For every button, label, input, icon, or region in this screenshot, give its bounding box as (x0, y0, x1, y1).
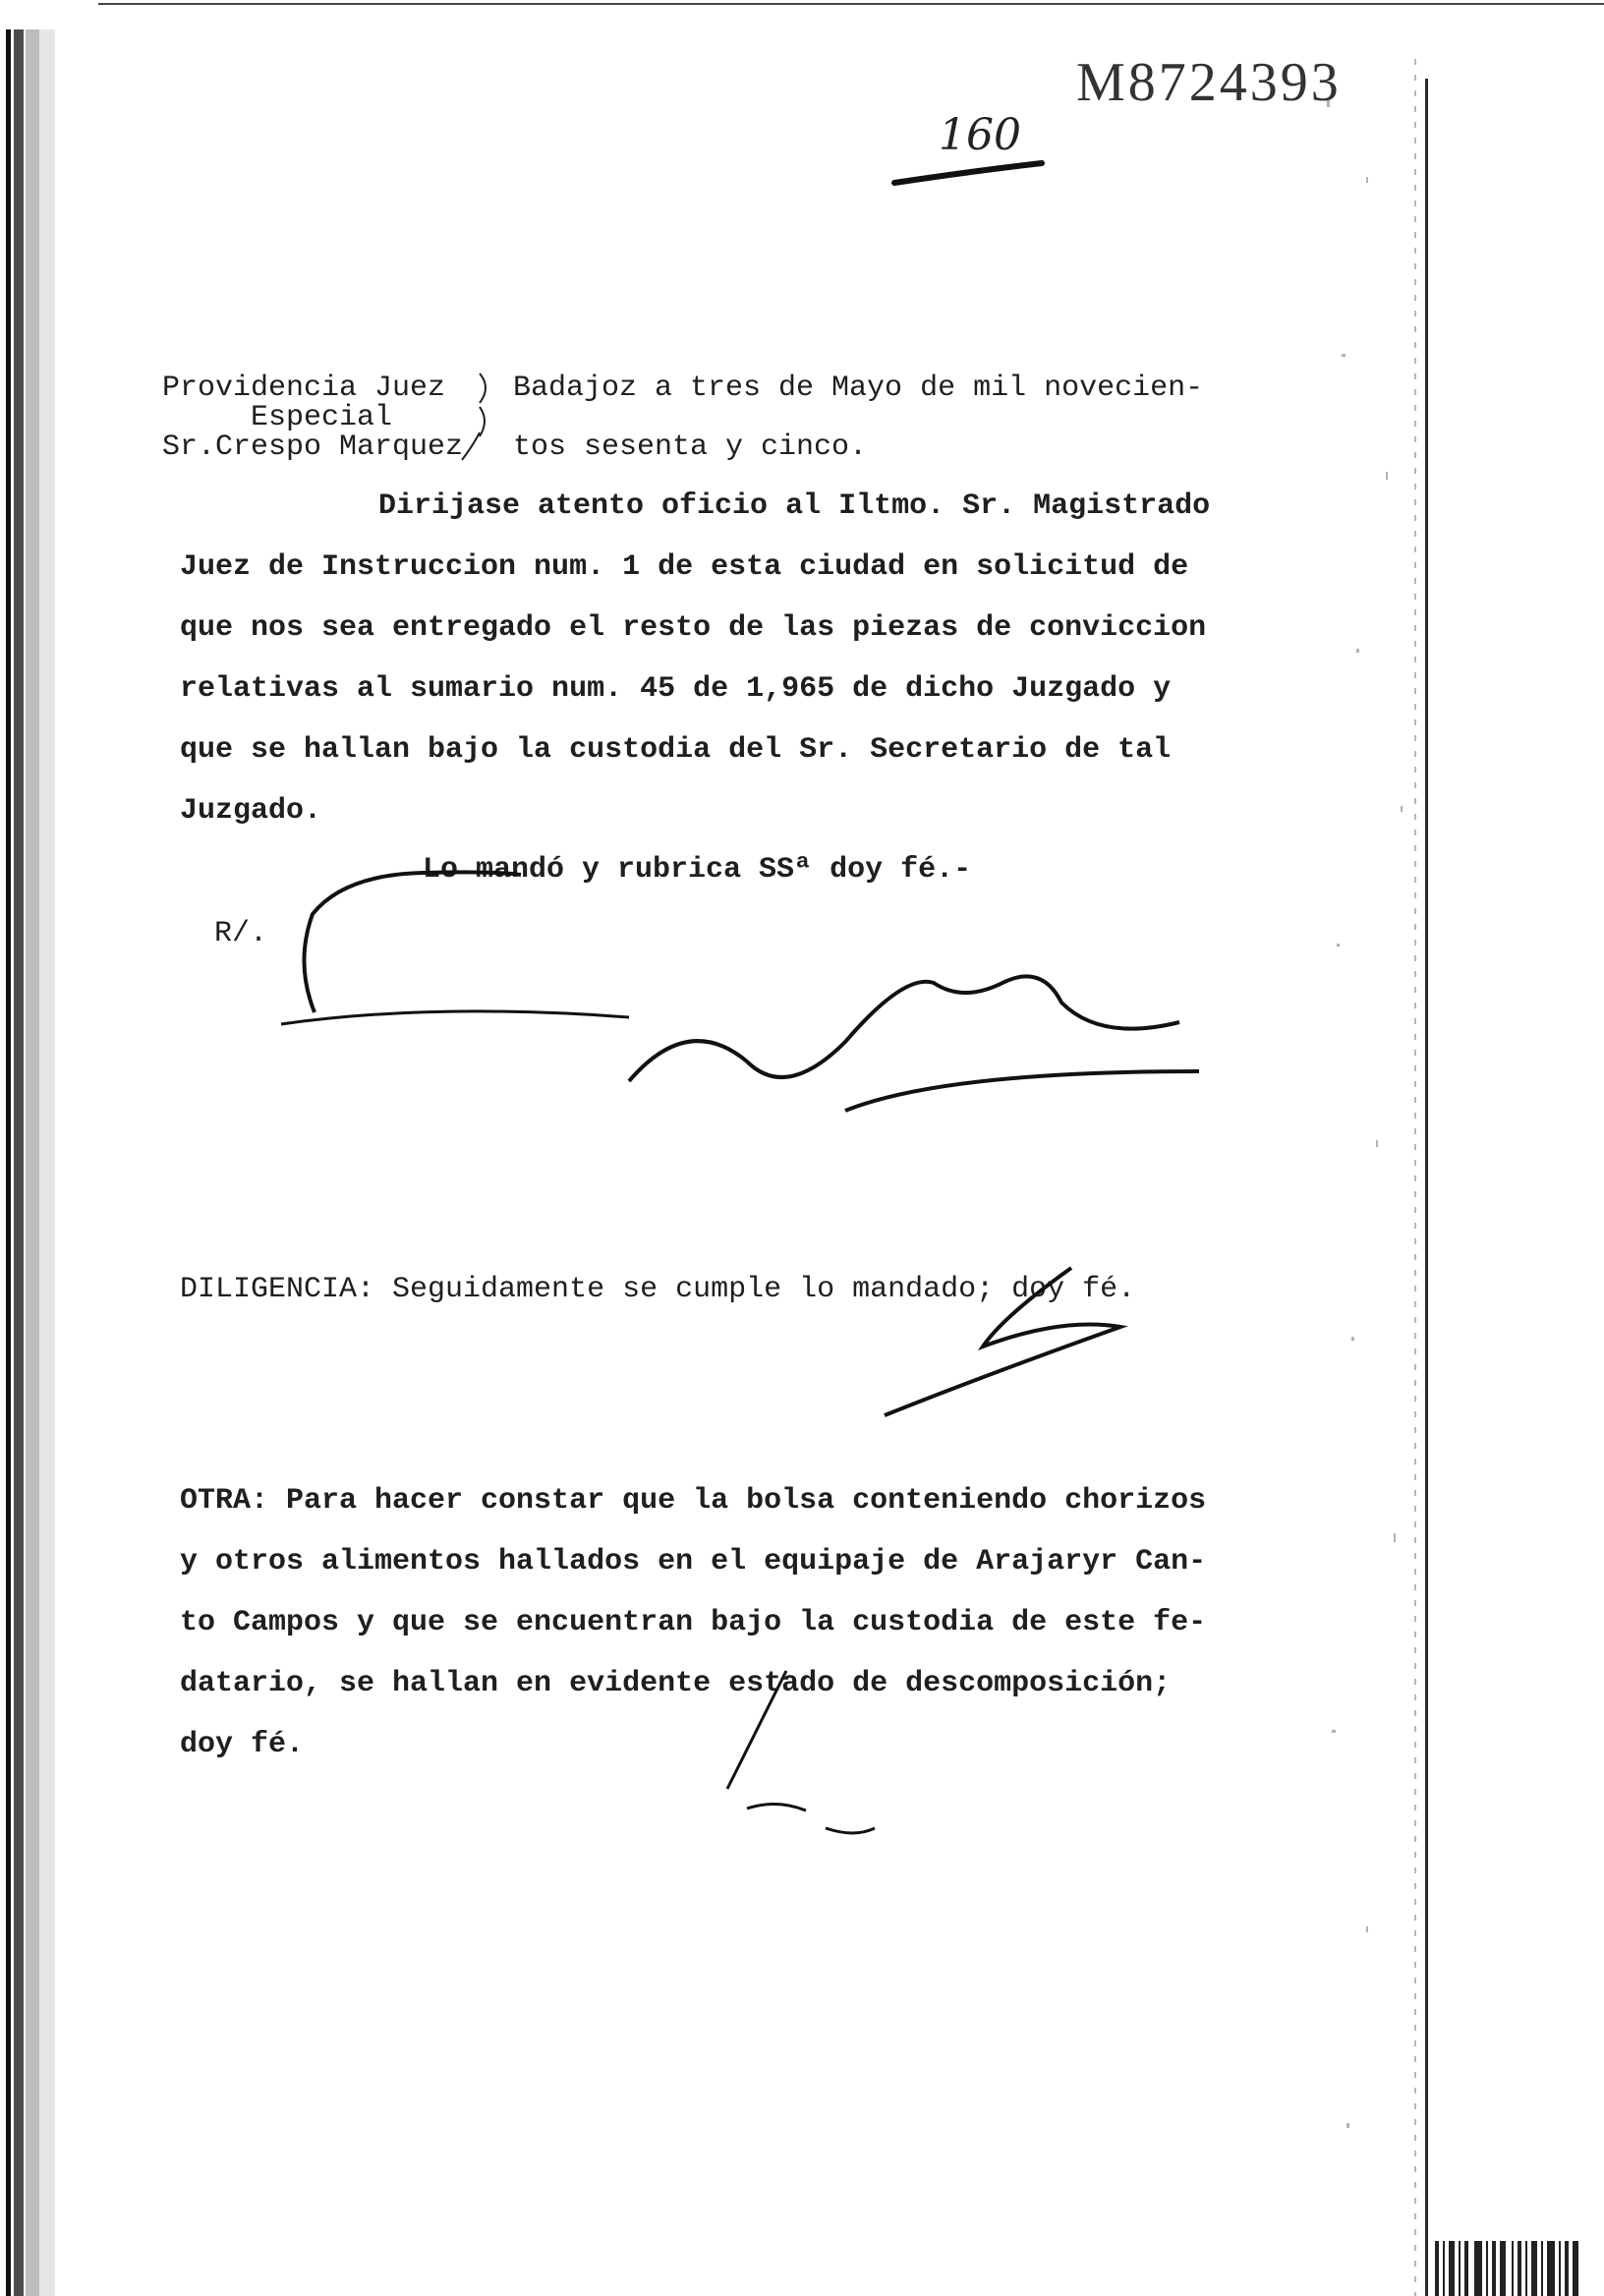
body-line-3: que nos sea entregado el resto de las piezas de conviccion (180, 611, 1207, 645)
closing-line: Lo mandó y rubrica SSª doy fé.- (423, 853, 972, 887)
body-line-4: relativas al sumario num. 45 de 1,965 de dicho Juzgado y (180, 672, 1172, 706)
otra-line-5: doy fé. (180, 1728, 305, 1761)
header-right-line-1: Badajoz a tres de Mayo de mil novecien- (513, 372, 1204, 405)
diligencia-line: DILIGENCIA: Seguidamente se cumple lo mandado; doy fé. (180, 1273, 1136, 1306)
judge-signature-loop (304, 872, 521, 1012)
header-left-line-3: Sr.Crespo Marquez (162, 430, 464, 464)
header-left-line-2: Especial (251, 401, 393, 434)
header-left-brace-2 (480, 407, 485, 436)
document-id-stamp: M8724393 (1076, 52, 1342, 113)
judge-signature-flourish (629, 976, 1199, 1111)
otra-line-1: OTRA: Para hacer constar que la bolsa conteniendo chorizos (180, 1484, 1207, 1518)
folio-underline (894, 163, 1042, 183)
folio-number: 160 (939, 110, 1021, 160)
header-left-line-1: Providencia Juez (162, 372, 446, 405)
body-line-5: que se hallan bajo la custodia del Sr. Secretario de tal (180, 733, 1172, 767)
scan-left-edge (0, 29, 61, 2296)
header-left-brace-1 (480, 373, 486, 403)
rubric-mark: R/. (214, 917, 268, 950)
body-line-2: Juez de Instruccion num. 1 de esta ciudad en solicitud de (180, 550, 1189, 584)
body-line-6: Juzgado. (180, 794, 322, 828)
otra-line-4: datario, se hallan en evidente estado de descomposición; (180, 1667, 1172, 1700)
scan-right-noise (1307, 59, 1425, 2296)
right-margin-panel (1425, 79, 1604, 2296)
judge-signature-underline (281, 1011, 629, 1024)
header-right-line-2: tos sesenta y cinco. (513, 430, 868, 464)
otra-line-3: to Campos y que se encuentran bajo la custodia de este fe- (180, 1606, 1207, 1639)
barcode-strip (1435, 2241, 1592, 2296)
body-line-1: Dirijase atento oficio al Iltmo. Sr. Magistrado (378, 489, 1211, 523)
header-left-brace-3 (462, 432, 480, 460)
otra-line-2: y otros alimentos hallados en el equipaje de Arajaryr Can- (180, 1545, 1207, 1578)
scan-top-edge (98, 0, 1604, 10)
